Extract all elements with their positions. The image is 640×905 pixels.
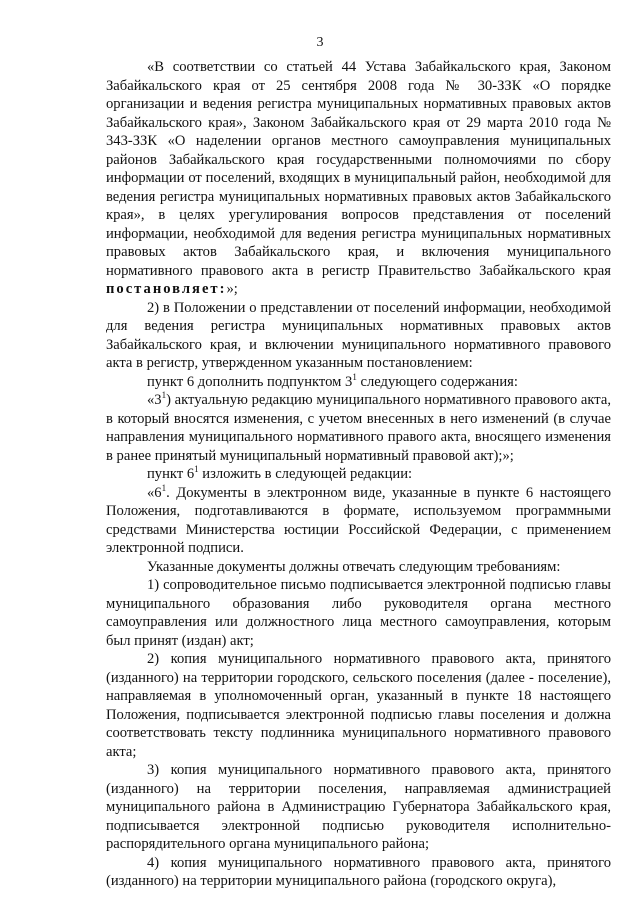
keyword-postanovlyaet: постановляет:	[106, 281, 227, 297]
text: «3	[147, 392, 162, 408]
paragraph-point-6-1	[106, 484, 611, 558]
text: следующего содержания:	[356, 373, 518, 390]
preamble-text: «В соответствии со статьей 44 Устава Забайкальского края, Законом Забайкальского края от 25 сентября 2008 года № 30-ЗЗК «О порядке организации и ведения регистра муниципальных нормативных правовых актов Забайкальского края», Законом Забайкальского края от 29 марта 2010 года № 343-ЗЗК «О наделении органов местного самоуправления муниципальных районов Забайкальского края государственными полномочиями по сбору информации от поселений, входящих в муниципальный район, необходимой для ведения регистра муниципальных нормативных правовых актов Забайкальского края», в целях урегулирования вопросов представления от поселений информации, необходимой для ведения регистра муниципальных нормативных правовых актов Забайкальского края, и включения муниципального нормативного правового акта в регистр Правительство Забайкальского края	[106, 59, 611, 279]
superscript: 1	[161, 482, 167, 493]
text: . Документы в электронном виде, указанные в пункте 6 настоящего Положения, подготавливаются в формате, используемом программными средствами Министерства юстиции Российской Федерации, с применением электронной подписи.	[106, 484, 611, 556]
paragraph-point-6-1-intro	[106, 465, 611, 484]
text: пункт 6 дополнить подпунктом 3	[147, 373, 353, 390]
paragraph-preamble	[106, 58, 611, 299]
paragraph-item-2: 2) в Положении о представлении от поселений информации, необходимой для ведения регистра муниципальных нормативных правовых актов Забайкальского края, и включении муниципального нормативного правового акта в регистр, утвержденном указанным постановлением:	[106, 299, 611, 371]
text: «6	[147, 484, 162, 501]
paragraph-add-subpoint	[106, 373, 611, 392]
text: изложить в следующей редакции:	[198, 466, 413, 482]
superscript: 1	[352, 371, 357, 382]
document-body	[106, 58, 611, 891]
paragraph-requirement-4: 4) копия муниципального нормативного правового акта, принятого (изданного) на территории муниципального района (городского округа),	[106, 854, 611, 889]
preamble-close: »;	[226, 281, 238, 297]
paragraph-requirement-1: 1) сопроводительное письмо подписывается электронной подписью главы муниципального образования либо руководителя органа местного самоуправления или должностного лица местного самоуправления, которым был принят (издан) акт;	[106, 577, 611, 649]
text: ) актуальную редакцию муниципального нормативного правового акта, в который вносятся изменения, с учетом внесенных в него изменений (в случае направления муниципального нормативного правого акта, вносящего изменения в ранее принятый муниципальный нормативный правовой акт);»;	[106, 392, 611, 464]
page-number: 3	[316, 35, 324, 50]
paragraph-subpoint-3-1	[106, 391, 611, 465]
superscript: 1	[161, 390, 167, 400]
paragraph-requirements-intro: Указанные документы должны отвечать следующим требованиям:	[147, 558, 561, 575]
paragraph-requirement-2: 2) копия муниципального нормативного правового акта, принятого (изданного) на территории городского, сельского поселения (далее - поселение), направляемая в уполномоченный орган, указанный в пункте 18 настоящего Положения, подписывается электронной подписью главы поселения и должна соответствовать тексту подлинника муниципального нормативного правового акта;	[106, 651, 611, 760]
paragraph-requirement-3: 3) копия муниципального нормативного правового акта, принятого (изданного) на территории поселения, направляемая администрацией муниципального района в Администрацию Губернатора Забайкальского края, подписывается электронной подписью руководителя исполнительно-распорядительного органа муниципального района;	[106, 762, 611, 852]
text: пункт 6	[147, 466, 195, 482]
superscript: 1	[194, 464, 199, 474]
